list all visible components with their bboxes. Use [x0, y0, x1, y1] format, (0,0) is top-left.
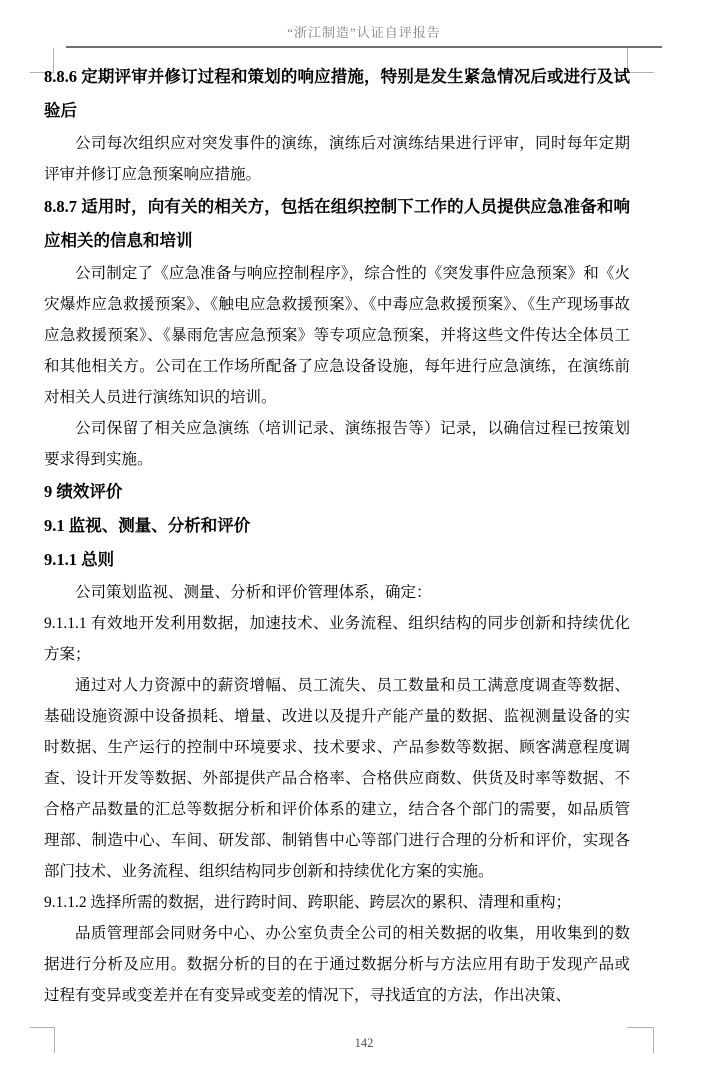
- body-paragraph: 9.1.1.2 选择所需的数据，进行跨时间、跨职能、跨层次的累积、清理和重构；: [44, 894, 572, 911]
- header-rule: [66, 46, 662, 48]
- body-paragraph: 9.1.1.1 有效地开发利用数据，加速技术、业务流程、组织结构的同步创新和持续优化方案；: [44, 615, 630, 663]
- body-paragraph: 公司保留了相关应急演练（培训记录、演练报告等）记录，以确信过程已按策划要求得到实施。: [44, 420, 630, 468]
- body-paragraph: 公司制定了《应急准备与响应控制程序》，综合性的《突发事件应急预案》和《火灾爆炸应急救援预案》、《触电应急救援预案》、《中毒应急救援预案》、《生产现场事故应急救援预案》、《暴雨危害应急预案》等专项应急预案，并将这些文件传达全体员工和其他相关方。公司在工作场所配备了应急设备设施，每年进行应急演练，在演练前对相关人员进行演练知识的培训。: [44, 265, 630, 406]
- page-number: 142: [354, 1036, 374, 1050]
- document-body: [44, 60, 630, 1011]
- section-heading: 9.1.1 总则: [44, 550, 115, 569]
- body-paragraph: 公司每次组织应对突发事件的演练，演练后对演练结果进行评审，同时每年定期评审并修订应急预案响应措施。: [44, 135, 630, 183]
- text-boundary-mark-top-right: [627, 48, 654, 73]
- body-paragraph: 通过对人力资源中的薪资增幅、员工流失、员工数量和员工满意度调查等数据、基础设施资源中设备损耗、增量、改进以及提升产能产量的数据、监视测量设备的实时数据、生产运行的控制中环境要求、技术要求、产品参数等数据、顾客满意程度调查、设计开发等数据、外部提供产品合格率、合格供应商数、供货及时率等数据、不合格产品数量的汇总等数据分析和评价体系的建立，结合各个部门的需要，如品质管理部、制造中心、车间、研发部、制销售中心等部门进行合理的分析和评价，实现各部门技术、业务流程、组织结构同步创新和持续优化方案的实施。: [44, 677, 630, 880]
- section-heading: 9.1 监视、测量、分析和评价: [44, 516, 251, 535]
- body-paragraph: 品质管理部会同财务中心、办公室负责全公司的相关数据的收集，用收集到的数据进行分析及应用。数据分析的目的在于通过数据分析与方法应用有助于发现产品或过程有变异或变差并在有变异或变差的情况下，寻找适宜的方法，作出决策、: [44, 925, 630, 1004]
- section-heading: 9 绩效评价: [44, 482, 123, 501]
- section-heading: 8.8.7 适用时，向有关的相关方，包括在组织控制下工作的人员提供应急准备和响应相关的信息和培训: [44, 197, 630, 250]
- section-heading: 8.8.6 定期评审并修订过程和策划的响应措施，特别是发生紧急情况后或进行及试验后: [44, 67, 630, 120]
- document-header-title: “浙江制造”认证自评报告: [287, 25, 441, 40]
- body-paragraph: 公司策划监视、测量、分析和评价管理体系，确定：: [75, 584, 432, 601]
